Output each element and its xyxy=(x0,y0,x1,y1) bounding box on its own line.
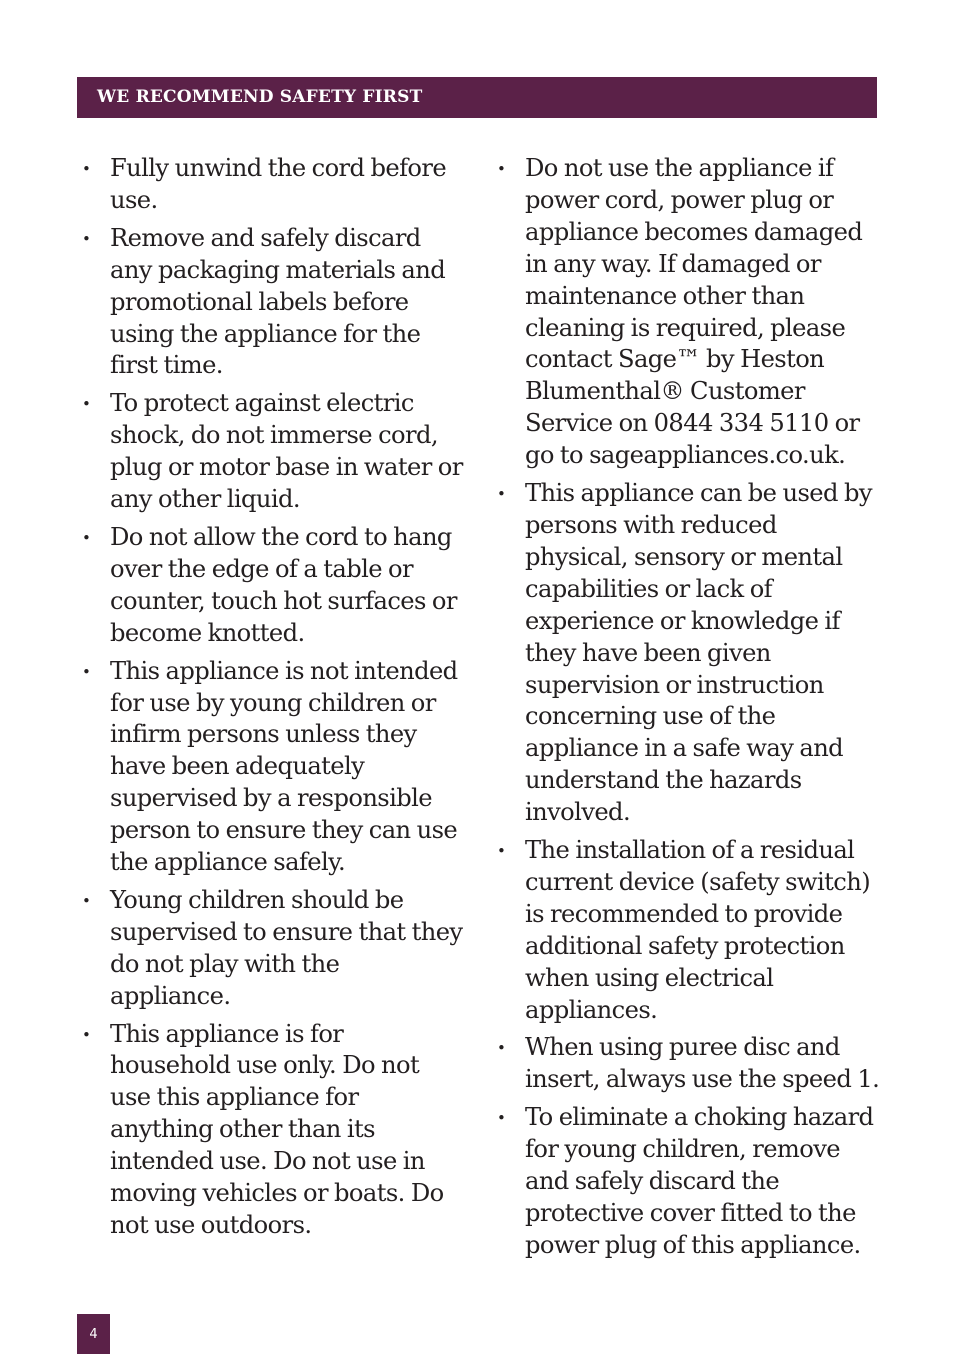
bullet-icon: • xyxy=(82,891,91,910)
safety-item-text: Do not allow the cord to hang over the edge of a table or counter, touch hot surfaces or become knotted. xyxy=(110,522,457,647)
bullet-icon: • xyxy=(497,485,506,504)
safety-item-text: Young children should be supervised to ensure that they do not play with the appliance. xyxy=(110,885,463,1010)
bullet-icon: • xyxy=(82,160,91,178)
bullet-icon: • xyxy=(82,229,91,248)
safety-item xyxy=(80,656,465,879)
bullet-icon: • xyxy=(82,528,91,547)
bullet-icon: • xyxy=(497,1109,506,1128)
safety-item xyxy=(495,835,885,1026)
safety-item xyxy=(495,478,885,829)
bullet-icon: • xyxy=(497,842,506,861)
safety-item-text: Do not use the appliance if power cord, power plug or appliance becomes damaged in any way. If damaged or maintenance other than cleaning is required, please contact Sage™ by Heston Blumenthal® Customer Service on 0844 334 5110 or go to sageappliances.co.uk. xyxy=(525,154,863,470)
bullet-icon: • xyxy=(82,662,91,681)
safety-item xyxy=(495,1032,885,1096)
bullet-icon: • xyxy=(82,395,91,414)
safety-list-left xyxy=(80,153,465,1248)
safety-item xyxy=(80,885,465,1013)
bullet-icon: • xyxy=(497,160,506,178)
safety-item-text: This appliance is for household use only. Do not use this appliance for anything other than its intended use. Do not use in moving vehicles or boats. Do not use outdoors. xyxy=(110,1019,444,1239)
safety-item-text: This appliance can be used by persons with reduced physical, sensory or mental capabilities or lack of experience or knowledge if they have been given supervision or instruction concerning use of the appliance in a safe way and understand the hazards involved. xyxy=(525,479,872,827)
safety-item-text: This appliance is not intended for use by young children or infirm persons unless they have been adequately supervised by a responsible person to ensure they can use the appliance safely. xyxy=(110,656,458,877)
safety-item-text: To eliminate a choking hazard for young children, remove and safely discard the protective cover fitted to the power plug of this appliance. xyxy=(525,1103,874,1259)
safety-list-right xyxy=(495,153,885,1268)
safety-item-text: Fully unwind the cord before use. xyxy=(110,154,447,214)
section-title: WE RECOMMEND SAFETY FIRST xyxy=(97,87,423,107)
section-header-bar xyxy=(77,77,877,118)
safety-item xyxy=(80,153,465,217)
bullet-icon: • xyxy=(82,1025,91,1044)
safety-item-text: When using puree disc and insert, always use the speed 1. xyxy=(525,1033,880,1094)
safety-item xyxy=(80,223,465,383)
safety-item xyxy=(495,1102,885,1262)
page-number: 4 xyxy=(77,1314,110,1354)
safety-item-text: The installation of a residual current device (safety switch) is recommended to provide additional safety protection when using electrical appliances. xyxy=(525,836,871,1024)
safety-item-text: Remove and safely discard any packaging materials and promotional labels before using the appliance for the first time. xyxy=(110,223,446,380)
safety-item xyxy=(80,388,465,516)
safety-item xyxy=(495,153,885,472)
bullet-icon: • xyxy=(497,1039,506,1058)
safety-item xyxy=(80,522,465,650)
safety-item-text: To protect against electric shock, do not immerse cord, plug or motor base in water or any other liquid. xyxy=(110,389,463,514)
safety-item xyxy=(80,1019,465,1242)
